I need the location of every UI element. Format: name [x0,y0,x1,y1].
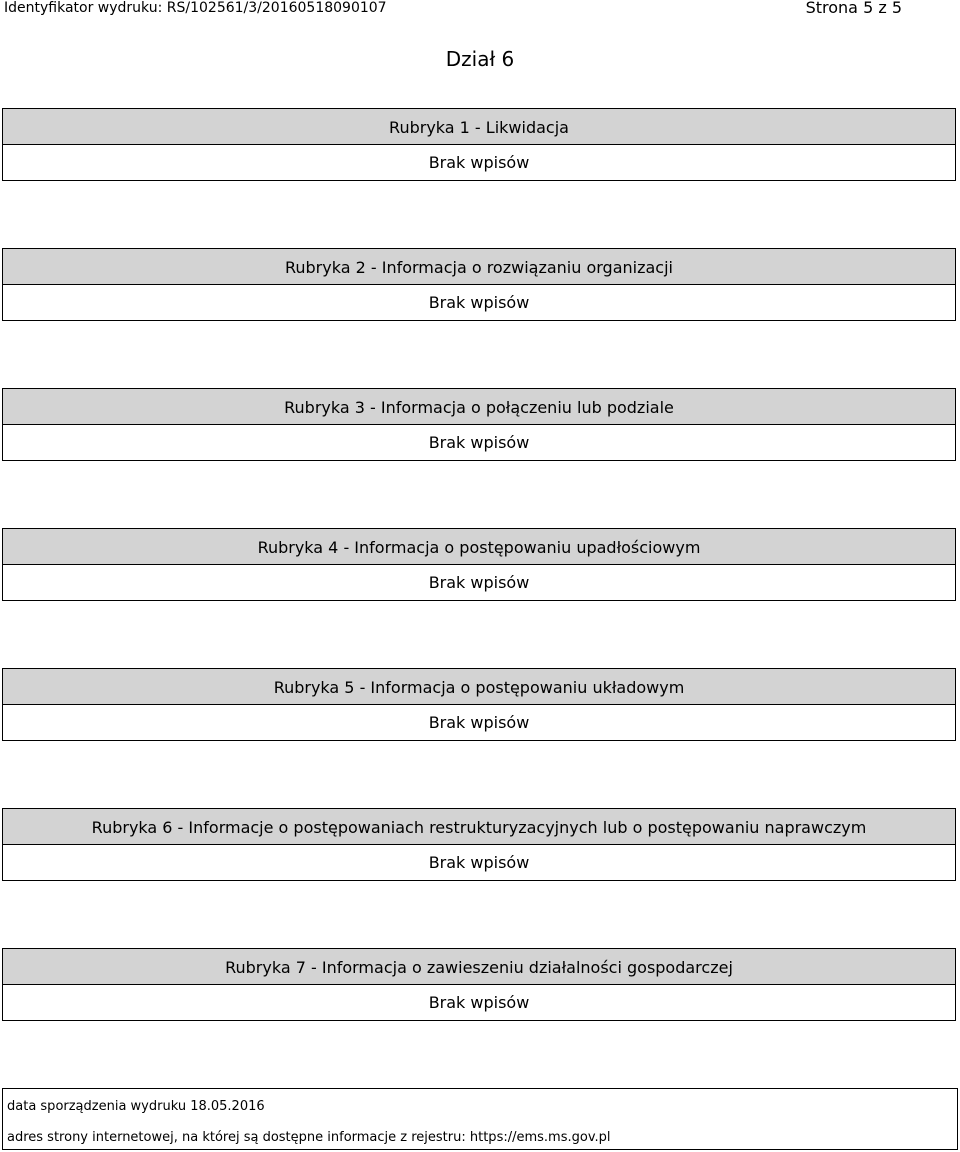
rubric-2 [2,248,956,321]
rubric-3 [2,388,956,461]
rubric-value: Brak wpisów [3,705,955,740]
rubric-title: Rubryka 4 - Informacja o postępowaniu upadłościowym [3,529,955,565]
rubric-value: Brak wpisów [3,845,955,880]
rubric-value: Brak wpisów [3,145,955,180]
rubric-7 [2,948,956,1021]
registry-address: adres strony internetowej, na której są dostępne informacje z rejestru: https://ems.ms.gov.pl [7,1130,611,1145]
rubric-6 [2,808,956,881]
rubric-value: Brak wpisów [3,425,955,460]
rubric-title: Rubryka 1 - Likwidacja [3,109,955,145]
page-footer [2,1088,958,1150]
rubric-value: Brak wpisów [3,285,955,320]
rubric-1 [2,108,956,181]
print-date: data sporządzenia wydruku 18.05.2016 [7,1099,265,1114]
page-header [0,0,960,18]
rubric-title: Rubryka 3 - Informacja o połączeniu lub podziale [3,389,955,425]
section-title: Dział 6 [445,47,515,71]
rubric-title: Rubryka 2 - Informacja o rozwiązaniu organizacji [3,249,955,285]
rubric-title: Rubryka 6 - Informacje o postępowaniach restrukturyzacyjnych lub o postępowaniu naprawczym [3,809,955,845]
rubric-5 [2,668,956,741]
rubric-title: Rubryka 5 - Informacja o postępowaniu układowym [3,669,955,705]
print-identifier: Identyfikator wydruku: RS/102561/3/20160518090107 [4,0,387,16]
page-number: Strona 5 z 5 [805,0,902,17]
rubric-title: Rubryka 7 - Informacja o zawieszeniu działalności gospodarczej [3,949,955,985]
rubric-value: Brak wpisów [3,565,955,600]
rubric-value: Brak wpisów [3,985,955,1020]
rubric-4 [2,528,956,601]
